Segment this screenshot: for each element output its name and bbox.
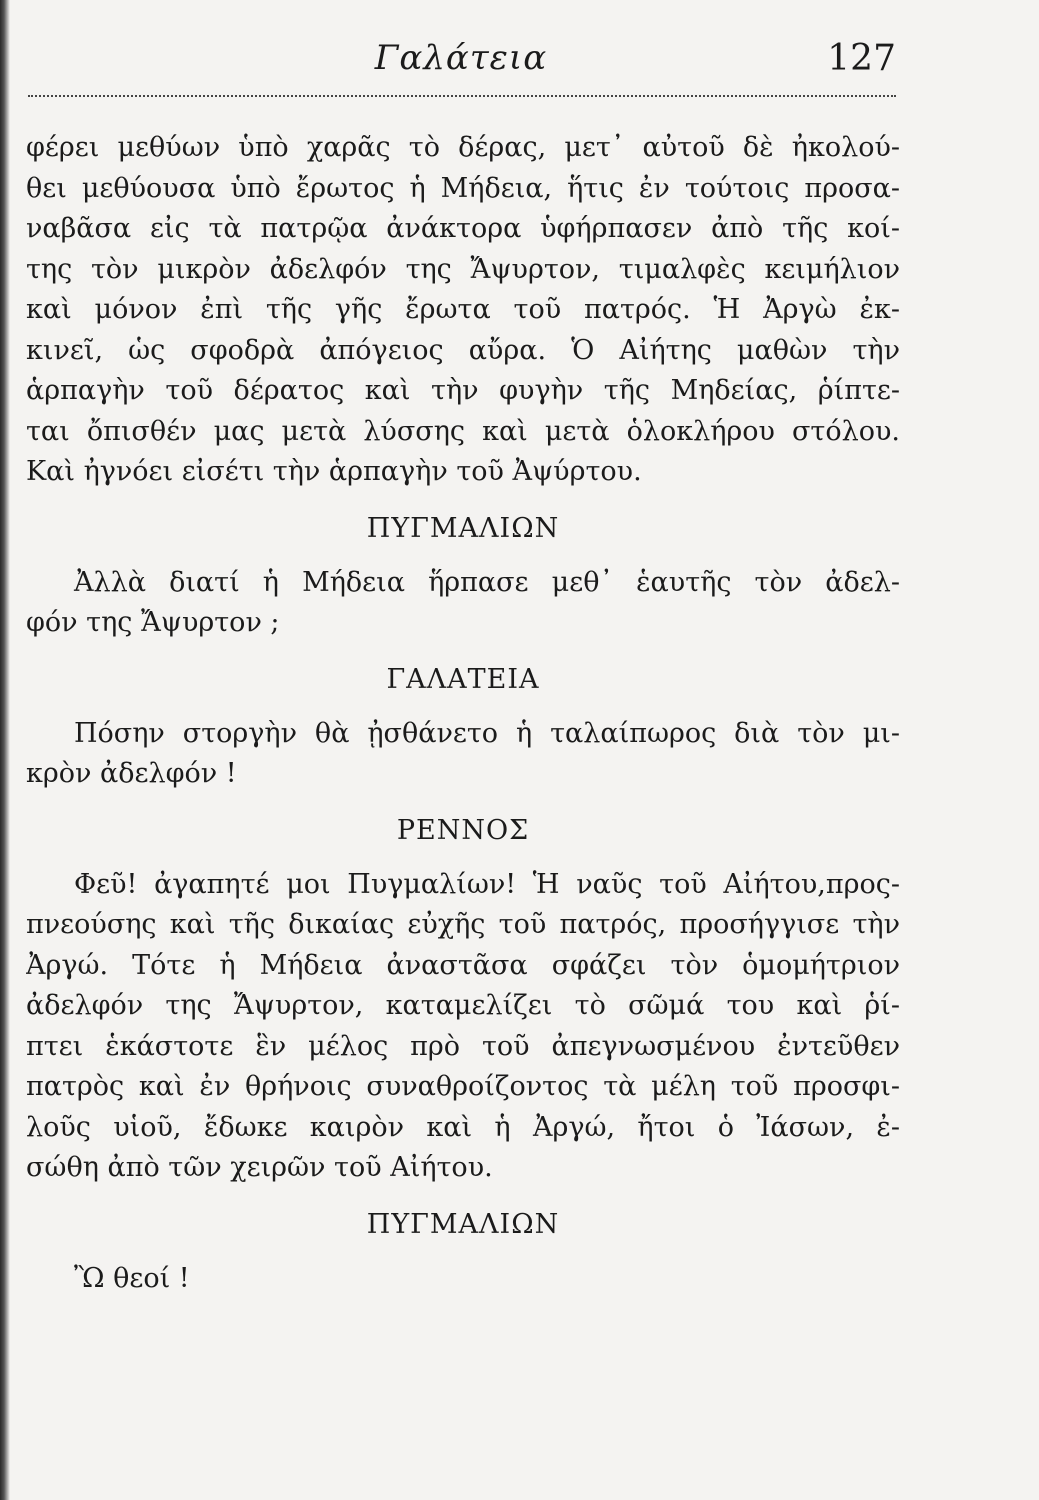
text-line: θει μεθύουσα ὑπὸ ἔρωτος ἡ Μήδεια, ἥτις ἐν τούτοις προσα- — [26, 172, 900, 204]
paragraph-5 — [26, 1259, 900, 1300]
text-line: Φεῦ! ἀγαπητέ μοι Πυγμαλίων! Ἡ ναῦς τοῦ Αἰήτου,προς- — [74, 868, 900, 900]
text-line: πατρὸς καὶ ἐν θρήνοις συναθροίζοντος τὰ μέλη τοῦ προσφι- — [26, 1071, 900, 1102]
text-line: ται ὄπισθέν μας μετὰ λύσσης καὶ μετὰ ὁλοκλήρου στόλου. — [26, 415, 900, 447]
text-line: ἀδελφόν της Ἄψυρτον, καταμελίζει τὸ σῶμά του καὶ ῥί- — [26, 990, 900, 1021]
text-line: κινεῖ, ὡς σφοδρὰ ἀπόγειος αὔρα. Ὁ Αἰήτης μαθὼν τὴν — [26, 334, 900, 366]
text-line: καὶ μόνον ἐπὶ τῆς γῆς ἔρωτα τοῦ πατρός. Ἡ Ἀργὼ ἐκ- — [26, 294, 900, 325]
page-edge-shadow — [0, 0, 10, 1500]
text-line: ἁρπαγὴν τοῦ δέρατος καὶ τὴν φυγὴν τῆς Μηδείας, ῥίπτε- — [26, 375, 900, 406]
text-line: Καὶ ἠγνόει εἰσέτι τὴν ἁρπαγὴν τοῦ Ἀψύρτου. — [26, 456, 642, 487]
text-line: Πόσην στοργὴν θὰ ᾐσθάνετο ἡ ταλαίπωρος διὰ τὸν μι- — [74, 717, 900, 749]
text-line: πνεούσης καὶ τῆς δικαίας εὐχῆς τοῦ πατρός, προσήγγισε τὴν — [26, 909, 900, 940]
paragraph-2 — [26, 563, 900, 644]
text-line: Ἀργώ. Τότε ἡ Μήδεια ἀναστᾶσα σφάζει τὸν ὁμομήτριον — [26, 949, 900, 981]
text-line: φόν της Ἄψυρτον ; — [26, 607, 280, 638]
header-rule — [28, 95, 896, 97]
paragraph-3 — [26, 714, 900, 795]
speaker-name: ΓΑΛΑΤΕΙΑ — [386, 663, 540, 695]
page-number: 127 — [827, 38, 896, 79]
text-line: φέρει μεθύων ὑπὸ χαρᾶς τὸ δέρας, μετ᾽ αὐτοῦ δὲ ἠκολού- — [26, 132, 900, 163]
text-line: σώθη ἀπὸ τῶν χειρῶν τοῦ Αἰήτου. — [26, 1152, 493, 1183]
speaker-name: ΡΕΝΝΟΣ — [396, 814, 530, 846]
speaker-name: ΠΥΓΜΑΛΙΩΝ — [366, 1208, 560, 1240]
text-line: Ὢ θεοί ! — [74, 1262, 190, 1294]
paragraph-1 — [26, 128, 900, 493]
text-line: λοῦς υἱοῦ, ἔδωκε καιρὸν καὶ ἡ Ἀργώ, ἤτοι ὁ Ἰάσων, ἐ- — [26, 1111, 900, 1143]
text-line: κρὸν ἀδελφόν ! — [26, 758, 237, 789]
running-head — [26, 38, 896, 92]
text-line: πτει ἑκάστοτε ἓν μέλος πρὸ τοῦ ἀπεγνωσμένου ἐντεῦθεν — [26, 1030, 900, 1062]
speaker-name: ΠΥΓΜΑΛΙΩΝ — [366, 512, 560, 544]
text-line: της τὸν μικρὸν ἀδελφόν της Ἄψυρτον, τιμαλφὲς κειμήλιον — [26, 253, 900, 285]
body-text — [26, 128, 900, 1299]
text-line: ναβᾶσα εἰς τὰ πατρῷα ἀνάκτορα ὑφήρπασεν ἀπὸ τῆς κοί- — [26, 213, 900, 244]
paragraph-4 — [26, 865, 900, 1189]
running-title: Γαλάτεια — [374, 38, 548, 78]
text-line: Ἀλλὰ διατί ἡ Μήδεια ἥρπασε μεθ᾽ ἑαυτῆς τὸν ἀδελ- — [74, 566, 900, 598]
